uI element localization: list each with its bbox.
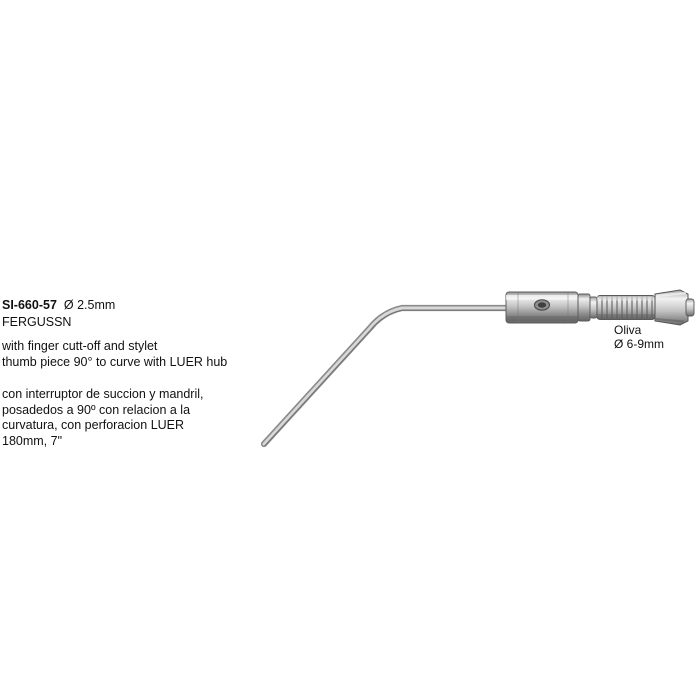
- description-english-line-2: thumb piece 90° to curve with LUER hub: [2, 354, 228, 369]
- luer-hub: [655, 290, 694, 325]
- finger-cutoff-hole: [535, 300, 550, 310]
- catalog-text-block: [2, 298, 272, 449]
- description-english-line-1: with finger cutt-off and stylet: [2, 339, 158, 353]
- instrument-illustration: [250, 250, 700, 460]
- catalog-diameter: Ø 2.5mm: [63, 298, 116, 312]
- description-spanish-line-3: curvatura, con perforacion LUER: [2, 418, 185, 432]
- description-english: [2, 339, 272, 370]
- cannula-shaft: [264, 308, 508, 446]
- collar: [578, 294, 597, 321]
- knurled-grip: [597, 296, 655, 320]
- description-spanish-line-2: posadedos a 90º con relacion a la: [2, 402, 191, 417]
- description-spanish: [2, 387, 272, 449]
- tip-size: Ø 6-9mm: [614, 337, 665, 351]
- tip-label-spanish: Oliva: [614, 322, 642, 337]
- description-spanish-line-1: con interruptor de succion y mandril,: [2, 387, 204, 401]
- catalog-code-line: [2, 298, 272, 313]
- instrument-name: FERGUSSN: [2, 315, 72, 329]
- catalog-code: SI-660-57: [2, 298, 57, 312]
- thumb-piece-body: [506, 292, 578, 323]
- description-spanish-line-4: 180mm, 7": [2, 433, 63, 448]
